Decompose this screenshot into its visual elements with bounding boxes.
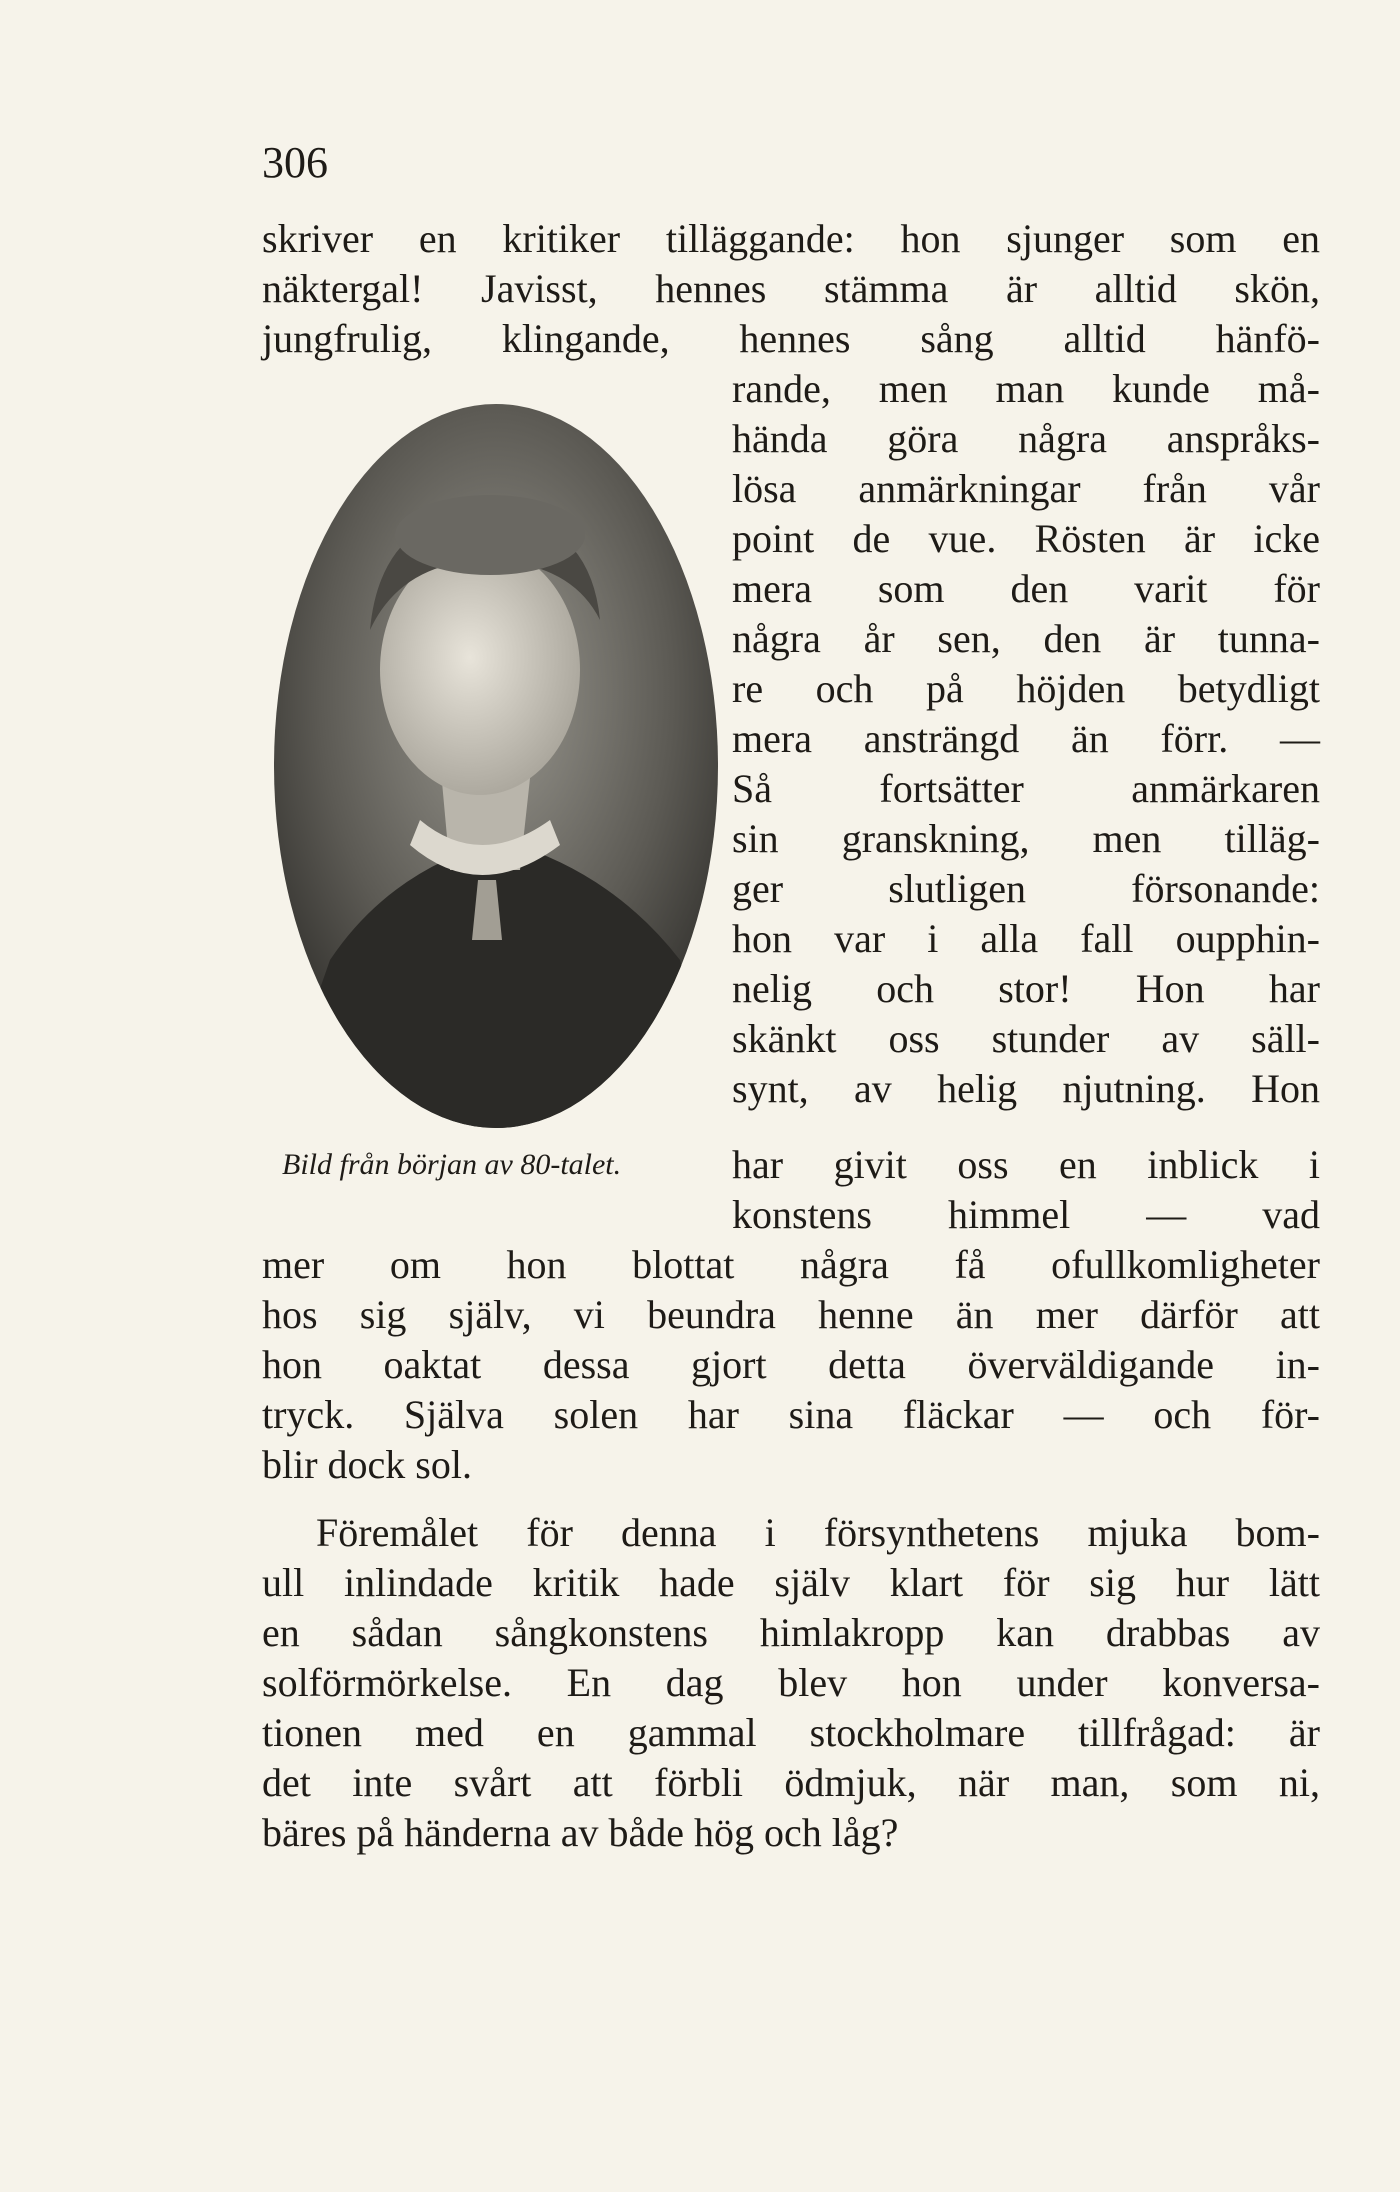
text-line: lösa anmärkningar från vår: [732, 466, 1320, 511]
text-line: nelig och stor! Hon har: [732, 966, 1320, 1011]
text-line: Föremålet för denna i försynthetens mjuka bom-: [316, 1510, 1320, 1555]
text-line: det inte svårt att förbli ödmjuk, när man, som ni,: [262, 1760, 1320, 1805]
text-line: skänkt oss stunder av säll-: [732, 1016, 1320, 1061]
portrait-icon: [270, 400, 722, 1132]
text-line: mera ansträngd än förr. —: [732, 716, 1320, 761]
text-line: solförmörkelse. En dag blev hon under konversa-: [262, 1660, 1320, 1705]
text-line: tryck. Själva solen har sina fläckar — och för-: [262, 1392, 1320, 1437]
photo-caption: Bild från början av 80-talet.: [282, 1148, 622, 1181]
text-line: hända göra några anspråks-: [732, 416, 1320, 461]
text-line: skriver en kritiker tilläggande: hon sjunger som en: [262, 216, 1320, 261]
page-number: 306: [262, 138, 328, 187]
text-line: blir dock sol.: [262, 1442, 472, 1487]
text-line: ger slutligen försonande:: [732, 866, 1320, 911]
text-line: rande, men man kunde må-: [732, 366, 1320, 411]
text-line: konstens himmel — vad: [732, 1192, 1320, 1237]
portrait-photo: [270, 400, 722, 1132]
text-line: hon var i alla fall oupphin-: [732, 916, 1320, 961]
text-line: en sådan sångkonstens himlakropp kan drabbas av: [262, 1610, 1320, 1655]
text-line: hon oaktat dessa gjort detta överväldigande in-: [262, 1342, 1320, 1387]
text-line: synt, av helig njutning. Hon: [732, 1066, 1320, 1111]
text-line: re och på höjden betydligt: [732, 666, 1320, 711]
text-line: sin granskning, men tilläg-: [732, 816, 1320, 861]
text-line: mer om hon blottat några få ofullkomligheter: [262, 1242, 1320, 1287]
text-line: tionen med en gammal stockholmare tillfrågad: är: [262, 1710, 1320, 1755]
text-line: har givit oss en inblick i: [732, 1142, 1320, 1187]
text-line: point de vue. Rösten är icke: [732, 516, 1320, 561]
text-line: mera som den varit för: [732, 566, 1320, 611]
text-line: bäres på händerna av både hög och låg?: [262, 1810, 899, 1855]
text-line: ull inlindade kritik hade själv klart för sig hur lätt: [262, 1560, 1320, 1605]
text-line: Så fortsätter anmärkaren: [732, 766, 1320, 811]
text-line: hos sig själv, vi beundra henne än mer därför att: [262, 1292, 1320, 1337]
text-line: några år sen, den är tunna-: [732, 616, 1320, 661]
text-line: jungfrulig, klingande, hennes sång alltid hänfö-: [262, 316, 1320, 361]
text-line: näktergal! Javisst, hennes stämma är alltid skön,: [262, 266, 1320, 311]
